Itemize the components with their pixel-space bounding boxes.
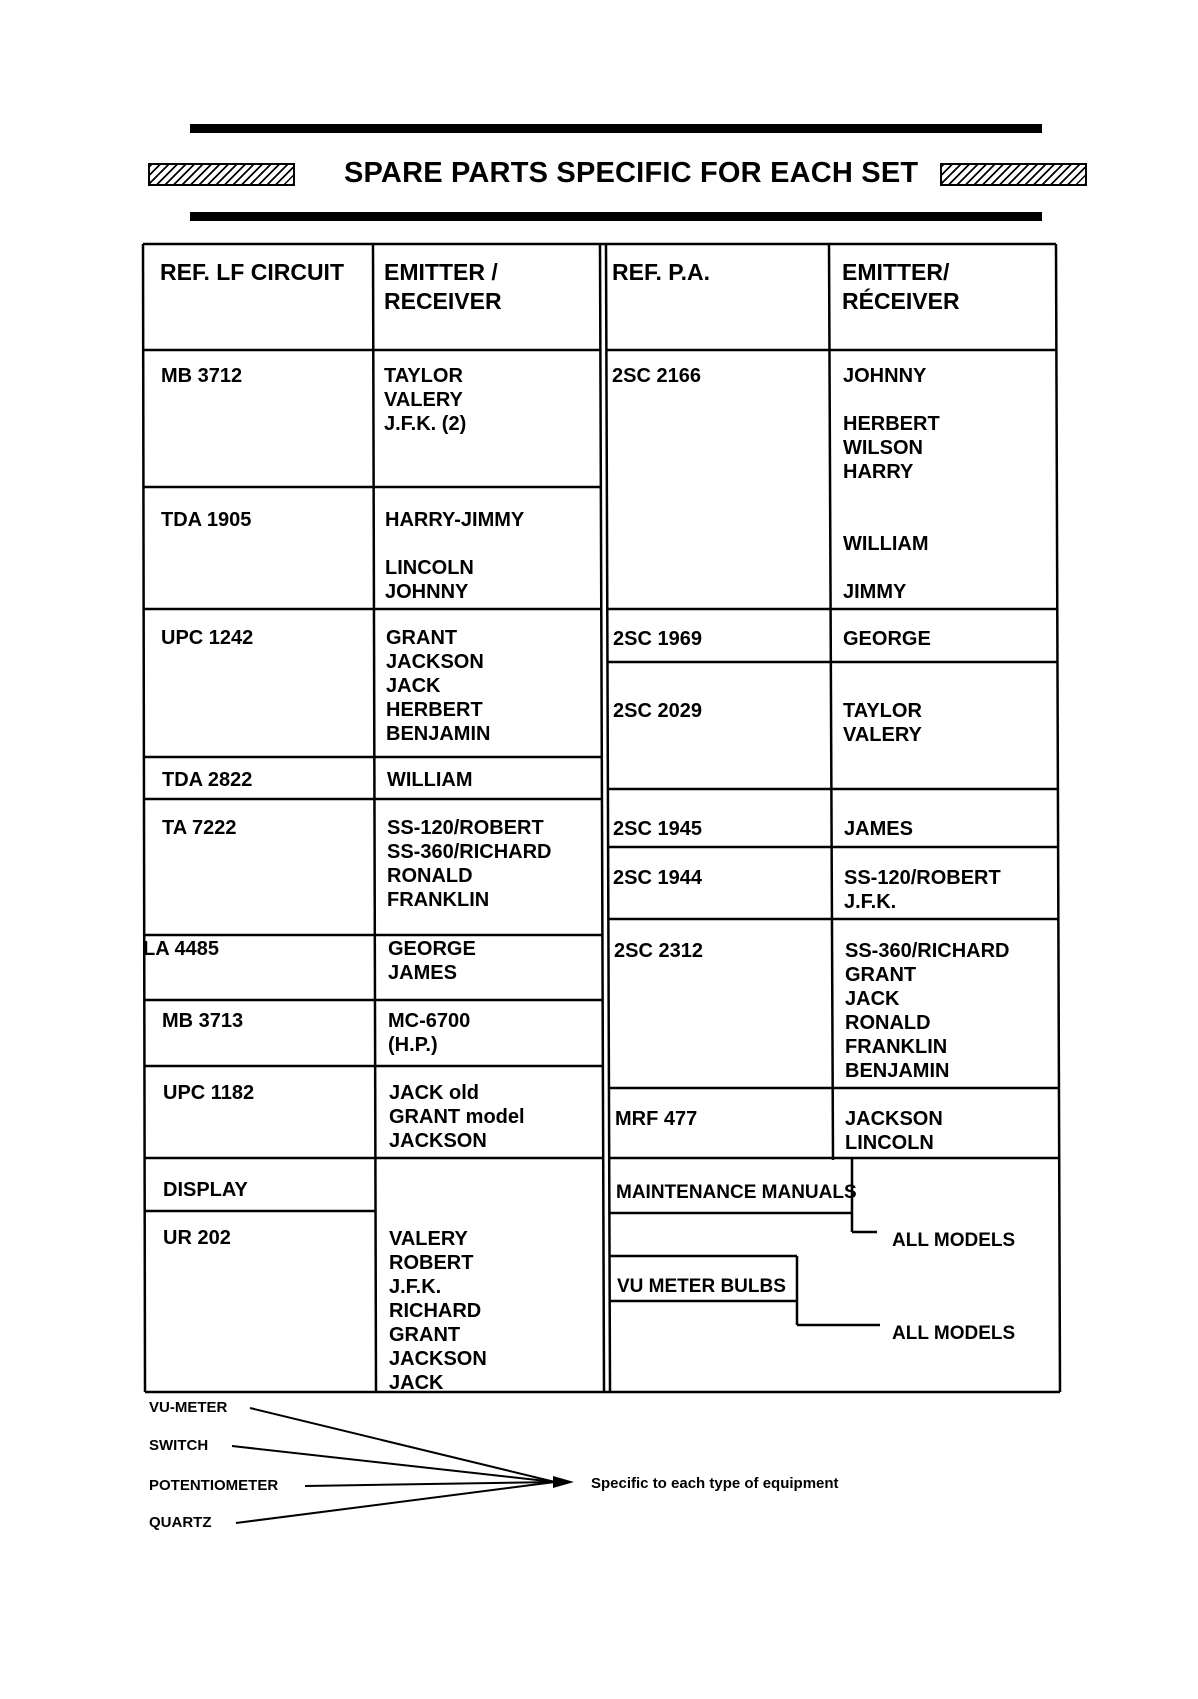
pa-ref-cell: 2SC 2029 [613,700,702,722]
pa-er-cell: JACKSON LINCOLN [845,1108,943,1154]
footer-note: Specific to each type of equipment [591,1475,839,1492]
maintenance-manuals-label: MAINTENANCE MANUALS [616,1182,857,1203]
footer-item-quartz: QUARTZ [149,1514,212,1531]
lf-er-cell: HARRY-JIMMY LINCOLN JOHNNY [385,509,525,603]
lf-er-cell: JACK old GRANT model JACKSON [389,1082,525,1152]
page-title: SPARE PARTS SPECIFIC FOR EACH SET [344,157,919,189]
vu-meter-bulbs-label: VU METER BULBS [617,1276,786,1297]
pa-er-cell: SS-360/RICHARD GRANT JACK RONALD FRANKLIN BENJAMIN [845,940,1010,1082]
pa-ref-cell: 2SC 1969 [613,628,702,650]
header-ref-lf-circuit: REF. LF CIRCUIT [160,259,344,285]
footer-item-vu-meter: VU-METER [149,1399,228,1416]
footer-item-potentiometer: POTENTIOMETER [149,1477,279,1494]
lf-ref-cell: TDA 2822 [162,769,253,791]
lf-ref-cell: TA 7222 [162,817,237,839]
pa-er-cell: TAYLOR VALERY [843,700,922,746]
pa-er-cell: GEORGE [843,628,931,650]
lf-er-cell: SS-120/ROBERT SS-360/RICHARD RONALD FRANKLIN [387,817,552,911]
lf-ref-cell: MB 3712 [161,365,243,387]
lf-er-cell: GRANT JACKSON JACK HERBERT BENJAMIN [386,627,491,745]
pa-ref-cell: MRF 477 [615,1108,698,1130]
lf-er-cell: VALERY ROBERT J.F.K. RICHARD GRANT JACKSON JACK [389,1228,487,1394]
pa-ref-cell: 2SC 1944 [613,867,702,889]
maintenance-manuals-note: ALL MODELS [892,1230,1016,1251]
lf-ref-cell: LA 4485 [143,938,219,960]
lf-ref-cell: DISPLAY [163,1179,248,1201]
lf-er-cell: WILLIAM [387,769,473,791]
pa-er-cell: JAMES [844,818,913,840]
lf-ref-cell: UPC 1182 [163,1082,255,1104]
lf-ref-cell: MB 3713 [162,1010,244,1032]
footer-item-switch: SWITCH [149,1437,209,1454]
header-ref-pa: REF. P.A. [612,259,710,285]
pa-er-cell: JOHNNY HERBERT WILSON HARRY WILLIAM JIMMY [843,365,940,603]
header-emitter-receiver-left: EMITTER / RECEIVER [384,259,502,314]
lf-er-cell: MC-6700 (H.P.) [388,1010,471,1056]
lf-er-cell: GEORGE JAMES [388,938,476,984]
lf-ref-cell: UR 202 [163,1227,231,1249]
pa-ref-cell: 2SC 2166 [612,365,701,387]
lf-er-cell: TAYLOR VALERY J.F.K. (2) [384,365,467,435]
vu-meter-bulbs-note: ALL MODELS [892,1323,1016,1344]
lf-ref-cell: TDA 1905 [161,509,252,531]
pa-ref-cell: 2SC 1945 [613,818,702,840]
header-emitter-receiver-right: EMITTER/ RÉCEIVER [842,259,960,314]
pa-er-cell: SS-120/ROBERT J.F.K. [844,867,1001,913]
pa-ref-cell: 2SC 2312 [614,940,703,962]
lf-ref-cell: UPC 1242 [161,627,254,649]
